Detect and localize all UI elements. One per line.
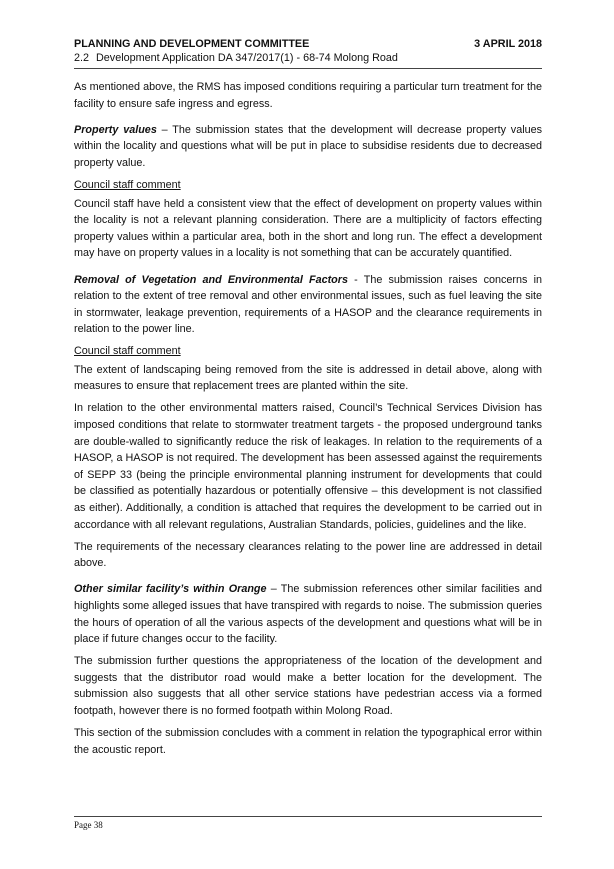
footer-divider [74,816,542,817]
council-staff-comment-heading: Council staff comment [74,178,181,191]
paragraph-vegetation [74,272,542,338]
page-header [74,37,542,65]
paragraph-text: – The submission references other similar facilities and highlights some alleged issues that have transpired with regards to noise. The submission queries the hours of operation of all the various aspects of the development and questions what will be in place if future changes occur to the facility. [74,583,542,646]
paragraph-landscaping: The extent of landscaping being removed from the site is addressed in detail above, along with measures to ensure that replacement trees are planted within the site. [74,363,542,393]
paragraph-property-values-comment: Council staff have held a consistent view that the effect of development on property values within the locality is not a relevant planning consideration. There are a multiplicity of factors effecting property values within a particular area, both in the short and long run. The effect a development may have on property values in a locality is not something that can be accurately quantified. [74,197,542,260]
meeting-date: 3 APRIL 2018 [474,38,542,50]
topic-similar-facilities: Other similar facility’s within Orange [74,583,267,596]
header-row [74,37,542,51]
topic-property-values: Property values [74,123,157,136]
header-divider [74,68,542,69]
paragraph-property-values [74,122,542,172]
paragraph-location: The submission further questions the appropriateness of the location of the development and suggests that the distributor road would make a better location for the development. The submission also suggests that all other service stations have pedestrian access via a formed footpath, however there is no formed footpath within Molong Road. [74,655,542,717]
page-number: Page 38 [74,820,103,830]
section-title: Development Application DA 347/2017(1) - 68-74 Molong Road [96,52,398,64]
paragraph-power-line: The requirements of the necessary clearances relating to the power line are addressed in detail above. [74,540,542,570]
council-staff-comment-heading: Council staff comment [74,345,181,358]
paragraph-acoustic-report: This section of the submission concludes with a comment in relation the typographical error within the acoustic report. [74,726,542,756]
paragraph-environmental-matters: In relation to the other environmental matters raised, Council’s Technical Services Division has imposed conditions that relate to stormwater treatment targets - the proposed underground tanks are double-walled to significantly reduce the risk of leakages. In relation to the requirements of a HASOP, a HASOP is not required. The development has been assessed against the requirements of SEPP 33 (being the principle environmental planning instrument for developments that could be classified as potentially hazardous or potentially offensive – this development is not classified as either). Additionally, a condition is attached that requires the development to be carried out in accordance with all relevant regulations, Australian Standards, policies, guidelines and the like. [74,402,542,531]
paragraph-text: - The submission raises concerns in relation to the extent of tree removal and other environmental issues, such as fuel leaving the site in stormwater, leakage prevention, requirements of a HASOP and the clearance requirements in relation to the power line. [74,273,542,336]
paragraph-rms-conditions: As mentioned above, the RMS has imposed conditions requiring a particular turn treatment for the facility to ensure safe ingress and egress. [74,81,542,110]
paragraph-similar-facilities [74,581,542,647]
committee-name: PLANNING AND DEVELOPMENT COMMITTEE [74,38,310,50]
section-heading [74,51,542,65]
document-body [74,79,542,763]
paragraph-text: – The submission states that the development will decrease property values within the locality and questions what will be put in place to subsidise residents due to decreased property value. [74,123,542,169]
topic-vegetation-environmental: Removal of Vegetation and Environmental Factors [74,273,348,286]
section-number: 2.2 [74,52,90,64]
